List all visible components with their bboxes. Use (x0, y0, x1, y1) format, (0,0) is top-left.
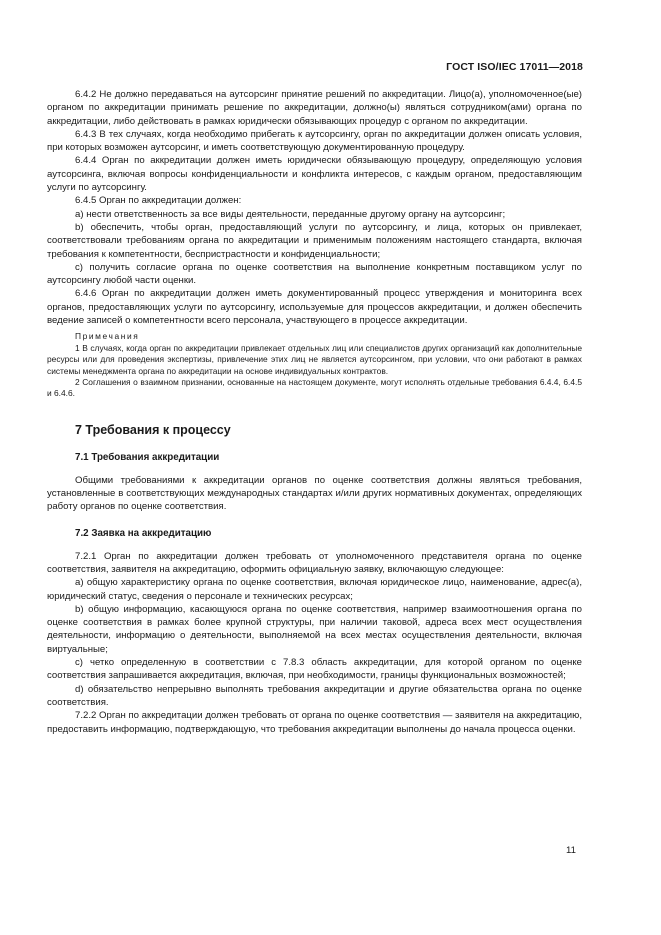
paragraph-6-4-3: 6.4.3 В тех случаях, когда необходимо прибегать к аутсорсингу, орган по аккредитации должен описать условия, при которых возможен аутсорсинг, и иметь соответствующую документированную процедуру. (47, 128, 582, 154)
section-7-1-title: 7.1 Требования аккредитации (75, 451, 220, 463)
note-item: 2 Соглашения о взаимном признании, основанные на настоящем документе, могут исполнять отдельные требования 6.4.4, 6.4.5 и 6.4.6. (47, 376, 582, 399)
paragraph-6-4-5: 6.4.5 Орган по аккредитации должен: (75, 195, 242, 207)
list-item-b: b) обеспечить, чтобы орган, предоставляющий услуги по аутсорсингу, и лица, которых он привлекает, соответствовали требованиям органа по аккредитации и применимым положениям настоящего стандарта, включая требования к компетентности, беспристрастности и конфиденциальности; (47, 221, 582, 260)
notes-block (47, 331, 582, 399)
section-7-title: 7 Требования к процессу (75, 422, 231, 437)
paragraph-7-2-1: 7.2.1 Орган по аккредитации должен требовать от уполномоченного представителя органа по оценке соответствия, заявителя на аккредитацию, оформить официальную заявку, включающую следующее: (47, 550, 582, 575)
paragraph-6-4-4: 6.4.4 Орган по аккредитации должен иметь юридически обязывающую процедуру, определяющую условия аутсорсинга, включая вопросы конфиденциальности и конфликта интересов, с каждым органом, предоставляющим услуги по аутсорсингу. (47, 155, 582, 194)
list-item-d: d) обязательство непрерывно выполнять требования аккредитации и другие обязательства органа по оценке соответствия. (47, 683, 582, 708)
standard-header: ГОСТ ISO/IEC 17011—2018 (446, 61, 583, 73)
page-number: 11 (566, 845, 576, 856)
notes-title: Примечания (75, 331, 140, 342)
list-item-a: a) нести ответственность за все виды деятельности, переданные другому органу на аутсорсинг; (75, 208, 506, 220)
paragraph-6-4-6: 6.4.6 Орган по аккредитации должен иметь документированный процесс утверждения и мониторинга всех органов, предоставляющих услуги по аутсорсингу, используемые для процессов аккредитации, и должен обеспечить ведение записей о компетентности всего персонала, участвующего в процессе аккредитации. (47, 288, 582, 327)
list-item-a: a) общую характеристику органа по оценке соответствия, включая юридическое лицо, наименование, адрес(а), юридический статус, сведения о персонале и технических ресурсах; (47, 577, 582, 602)
section-7-2-title: 7.2 Заявка на аккредитацию (75, 527, 212, 539)
paragraph-6-4-2: 6.4.2 Не должно передаваться на аутсорсинг принятие решений по аккредитации. Лицо(а), уполномоченное(ые) органом по аккредитации принимать решение по аккредитации, должно(ы) являться сотрудником(ами) органа по аккредитации, либо действовать в рамках юридически обязывающих процедур с органом по аккредитации. (47, 89, 582, 127)
list-item-b: b) общую информацию, касающуюся органа по оценке соответствия, например взаимоотношения органа по оценке соответствия в рамках более крупной структуры, при наличии таковой, адреса всех мест осуществления деятельности, информацию о деятельности, выполняемой на всех местах осуществления деятельности, включая виртуальные; (47, 603, 582, 655)
section-7-1-text: Общими требованиями к аккредитации органов по оценке соответствия должны являться требования, установленные в соответствующих международных стандартах и/или других нормативных документах, определяющих работу органов по оценке соответствия. (47, 474, 582, 513)
list-item-c: c) четко определенную в соответствии с 7.8.3 область аккредитации, для которой органом по оценке соответствия запрашивается аккредитация, включая, при необходимости, границы функциональных возможностей; (47, 657, 582, 682)
paragraph-7-2-2: 7.2.2 Орган по аккредитации должен требовать от органа по оценке соответствия — заявителя на аккредитацию, предоставить информацию, подтверждающую, что требования аккредитации выполнены до начала процесса оценки. (47, 710, 582, 735)
list-item-c: c) получить согласие органа по оценке соответствия на выполнение конкретным поставщиком услуг по аутсорсингу любой части оценки. (47, 261, 582, 287)
document-body (47, 88, 582, 736)
note-item: 1 В случаях, когда орган по аккредитации привлекает отдельных лиц или специалистов других организаций как дополнительные ресурсы или для проведения экспертизы, привлечение этих лиц не является аутсорсингом, при условии, что они работают в рамках системы менеджмента органа по аккредитации на основе индивидуальных контрактов. (47, 342, 582, 376)
